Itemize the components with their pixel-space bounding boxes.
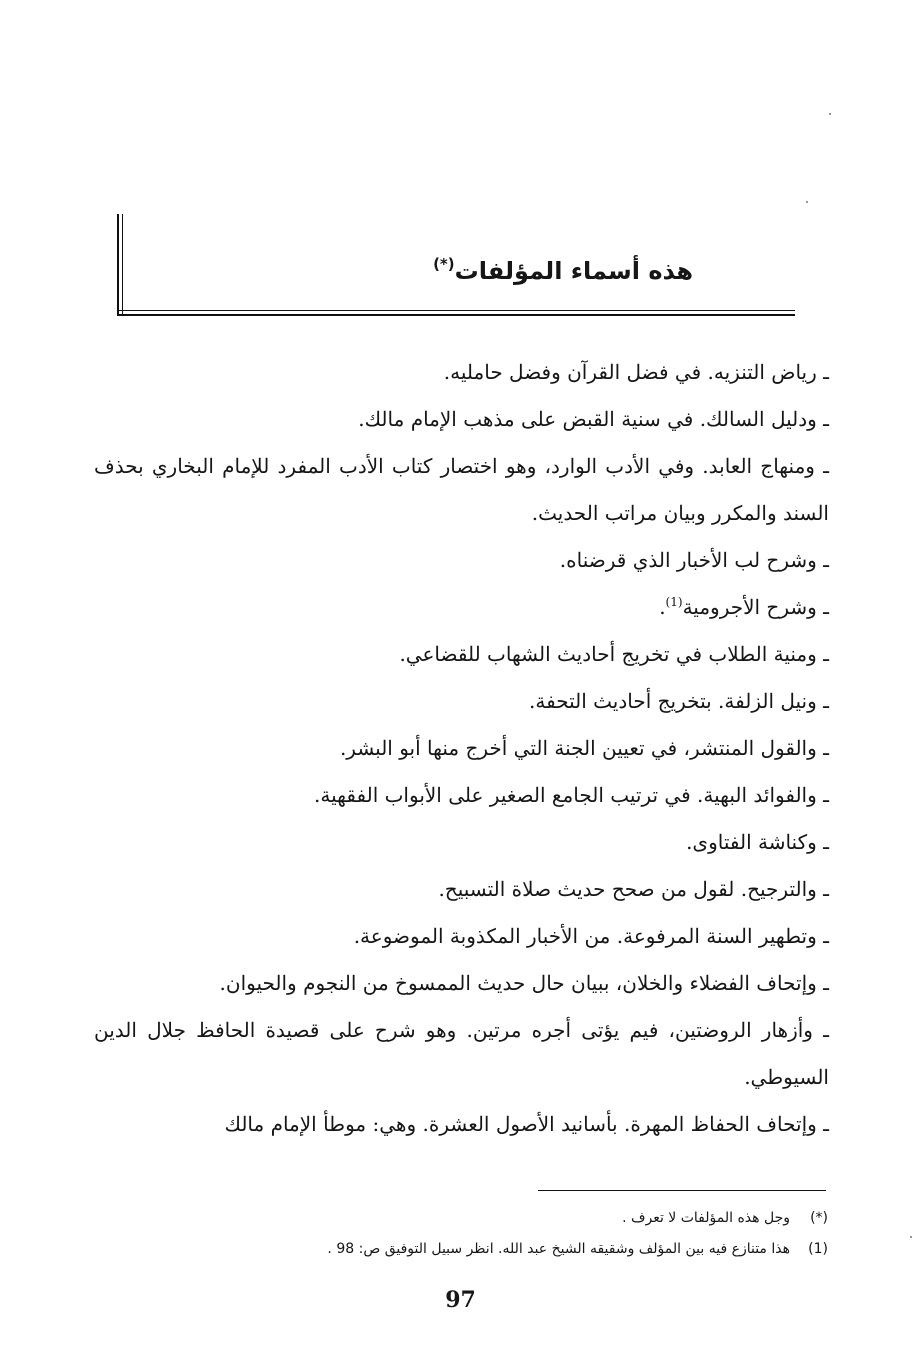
footnote: [120, 1203, 828, 1234]
list-item-text: ـ وشرح الأجرومية: [682, 595, 829, 619]
footnote-marker: (1): [808, 1241, 828, 1257]
list-item: ـ وتطهير السنة المرفوعة. من الأخبار المكذوبة الموضوعة.: [353, 924, 829, 948]
list-item: ـ وكناشة الفتاوى.: [686, 830, 829, 854]
page-title: [433, 244, 693, 291]
title-footnote-marker: (*): [433, 255, 455, 273]
list-item: ـ والقول المنتشر، في تعيين الجنة التي أخرج منها أبو البشر.: [339, 736, 829, 760]
footnote-marker: (*): [810, 1210, 828, 1226]
frame-horizontal-rule: [117, 310, 795, 316]
footnote-separator: [538, 1190, 826, 1191]
list-item: ـ والفوائد البهية. في ترتيب الجامع الصغير على الأبواب الفقهية.: [314, 783, 829, 807]
footnote: [120, 1234, 828, 1265]
list-item: ـ وإتحاف الفضلاء والخلان، ببيان حال حديث الممسوخ من النجوم والحيوان.: [219, 971, 829, 995]
list-item-period: .: [659, 595, 666, 619]
list-item: ـ رياض التنزيه. في فضل القرآن وفضل حامليه.: [443, 360, 829, 384]
list-item: ـ ونيل الزلفة. بتخريج أحاديث التحفة.: [529, 689, 829, 713]
list-item: ـ وأزهار الروضتين، فيم يؤتى أجره مرتين. وهو شرح على قصيدة الحافظ جلال الدين السيوطي.: [94, 1018, 829, 1089]
title-text: هذه أسماء المؤلفات: [454, 257, 693, 285]
page-number: 97: [445, 1287, 476, 1313]
list-item: [94, 584, 829, 631]
list-item: ـ ودليل السالك. في سنية القبض على مذهب الإمام مالك.: [358, 407, 829, 431]
footnote-text: هذا متنازع فيه بين المؤلف وشقيقه الشيخ عبد الله. انظر سبيل التوفيق ص: 98 .: [327, 1241, 790, 1257]
footnote-reference: (1): [665, 595, 683, 609]
frame-vertical-rule: [117, 214, 123, 316]
list-item: ـ وإتحاف الحفاظ المهرة. بأسانيد الأصول العشرة. وهي: موطأ الإمام مالك: [224, 1112, 829, 1136]
scan-speck: [806, 201, 808, 203]
scan-speck: [829, 113, 831, 115]
footnote-text: وجل هذه المؤلفات لا تعرف .: [622, 1210, 790, 1226]
footnotes: [120, 1203, 828, 1265]
list-item: ـ والترجيح. لقول من صحح حديث صلاة التسبيح.: [438, 877, 829, 901]
list-item: ـ وشرح لب الأخبار الذي قرضناه.: [559, 548, 829, 572]
list-item: ـ ومنهاج العابد. وفي الأدب الوارد، وهو اختصار كتاب الأدب المفرد للإمام البخاري بحذف السند والمكرر وبيان مراتب الحديث.: [94, 454, 829, 525]
list-item: ـ ومنية الطلاب في تخريج أحاديث الشهاب للقضاعي.: [399, 642, 829, 666]
works-list: [94, 349, 829, 1148]
scan-speck: [910, 1236, 912, 1238]
